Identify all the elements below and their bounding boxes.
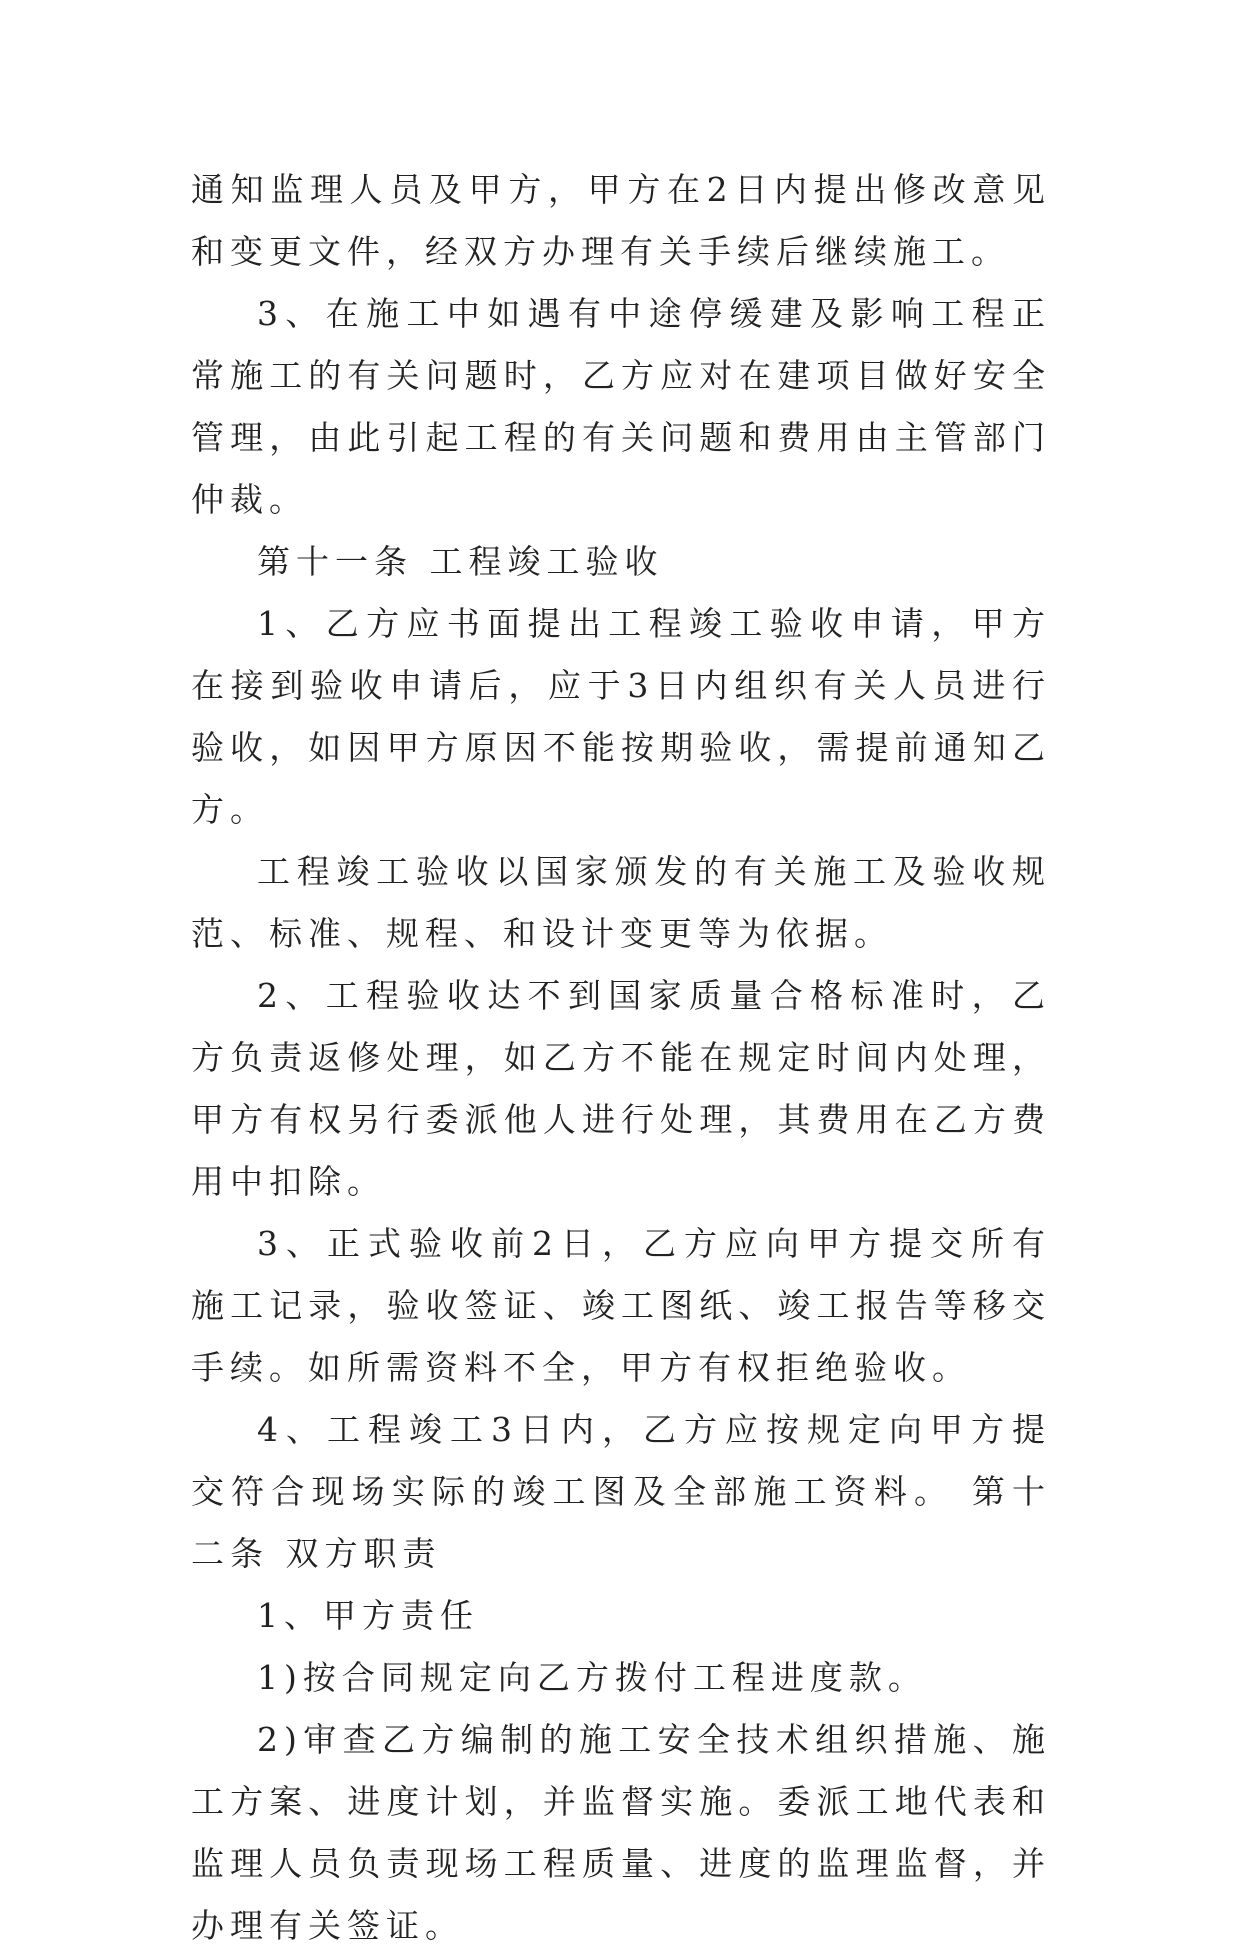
article-11-heading: 第十一条 工程竣工验收 [257, 542, 664, 581]
paragraph-clause-3-records: 3、正式验收前2日，乙方应向甲方提交所有施工记录，验收签证、竣工图纸、竣工报告等移交手续。如所需资料不全，甲方有权拒绝验收。 [191, 1224, 1051, 1387]
responsibility-item-1: 1)按合同规定向乙方拨付工程进度款。 [257, 1658, 927, 1697]
paragraph-clause-4-as-built: 4、工程竣工3日内，乙方应按规定向甲方提交符合现场实际的竣工图及全部施工资料。 第十二条 双方职责 [191, 1410, 1051, 1573]
party-a-responsibility-heading: 1、甲方责任 [257, 1596, 479, 1635]
paragraph-clause-2-rework: 2、工程验收达不到国家质量合格标准时，乙方负责返修处理，如乙方不能在规定时间内处理，甲方有权另行委派他人进行处理，其费用在乙方费用中扣除。 [191, 976, 1051, 1201]
paragraph-clause-1-acceptance-request: 1、乙方应书面提出工程竣工验收申请，甲方在接到验收申请后，应于3日内组织有关人员进行验收，如因甲方原因不能按期验收，需提前通知乙方。 [191, 604, 1051, 829]
document-body [191, 159, 1051, 1957]
responsibility-item-2: 2)审查乙方编制的施工安全技术组织措施、施工方案、进度计划，并监督实施。委派工地代表和监理人员负责现场工程质量、进度的监理监督，并办理有关签证。 [191, 1720, 1051, 1945]
paragraph-clause-3-suspension: 3、在施工中如遇有中途停缓建及影响工程正常施工的有关问题时，乙方应对在建项目做好安全管理，由此引起工程的有关问题和费用由主管部门仲裁。 [191, 294, 1051, 519]
paragraph-continuation: 通知监理人员及甲方，甲方在2日内提出修改意见和变更文件，经双方办理有关手续后继续施工。 [191, 170, 1051, 271]
paragraph-acceptance-basis: 工程竣工验收以国家颁发的有关施工及验收规范、标准、规程、和设计变更等为依据。 [191, 852, 1051, 953]
